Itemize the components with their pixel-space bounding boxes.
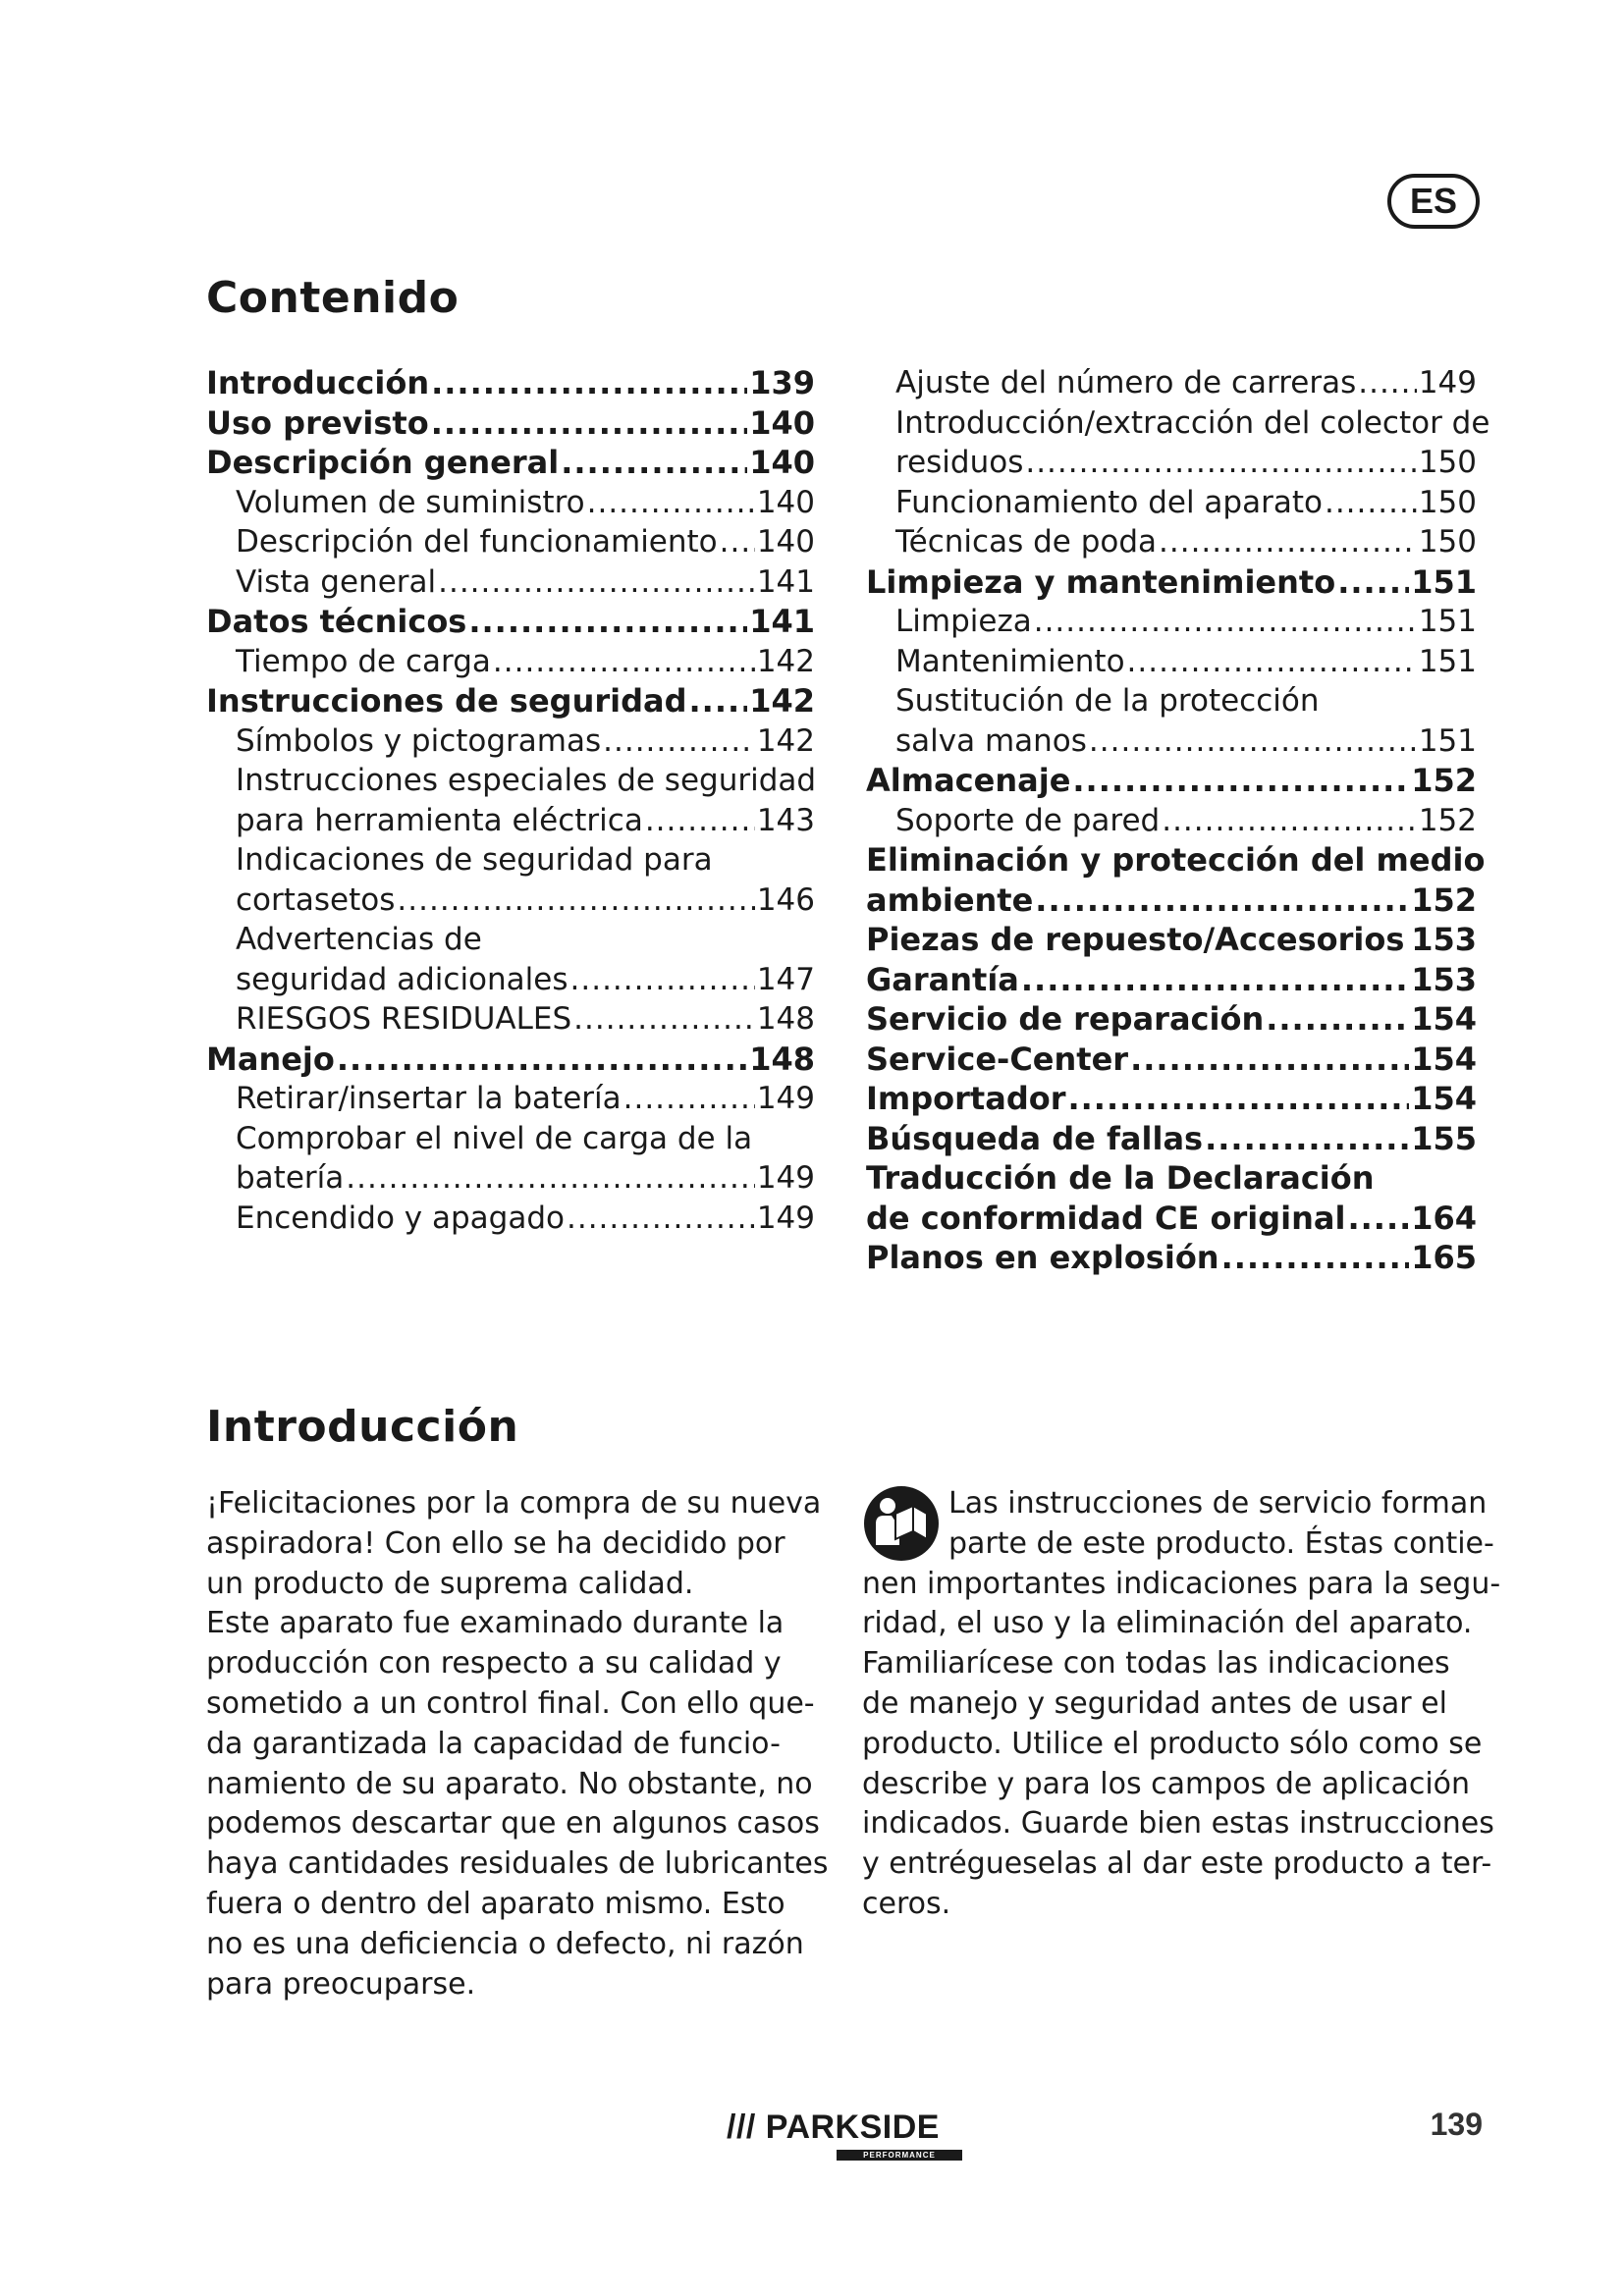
toc-entry-page: 147 <box>756 961 815 997</box>
toc-entry-title: Retirar/insertar la batería <box>236 1081 622 1116</box>
toc-entry-title: Traducción de la Declaración <box>866 1159 1375 1197</box>
toc-entry-title: Limpieza <box>895 604 1032 639</box>
toc-entry-page: 151 <box>1411 562 1477 601</box>
text-line: producción con respecto a su calidad y <box>206 1646 782 1682</box>
toc-entry-title: Garantía <box>866 960 1019 998</box>
toc-entry-page: 151 <box>1418 604 1477 639</box>
text-line: no es una deficiencia o defecto, ni razón <box>206 1926 804 1961</box>
text-line: Este aparato fue examinado durante la <box>206 1606 785 1641</box>
toc-entry-title: Funcionamiento del aparato <box>895 484 1323 520</box>
toc-entry-page: 146 <box>756 881 815 918</box>
text-line: podemos descartar que en algunos casos <box>206 1806 820 1842</box>
text-line: y entrégueselas al dar este producto a ter- <box>862 1846 1492 1882</box>
toc-entry-page: 139 <box>749 364 815 401</box>
toc-entry <box>206 522 815 562</box>
toc-entry-title: Sustitución de la protección <box>895 683 1320 719</box>
toc-entry-page: 150 <box>1418 524 1477 560</box>
toc-left-column <box>206 363 815 1238</box>
toc-entry <box>866 721 1477 762</box>
toc-entry <box>206 602 815 642</box>
toc-leader-dots <box>1358 363 1417 403</box>
toc-leader-dots <box>561 443 747 483</box>
language-badge: ES <box>1387 174 1480 229</box>
toc-entry <box>206 1119 815 1159</box>
toc-entry <box>866 801 1477 841</box>
toc-entry <box>206 363 815 403</box>
toc-leader-dots <box>570 960 755 1000</box>
toc-leader-dots <box>337 1040 747 1080</box>
toc-leader-dots <box>431 403 748 444</box>
toc-entry-title: Instrucciones de seguridad <box>206 682 687 720</box>
toc-entry <box>206 960 815 1000</box>
toc-entry <box>866 920 1477 960</box>
toc-entry <box>206 801 815 841</box>
toc-entry <box>866 363 1477 403</box>
toc-entry-page: 140 <box>756 524 815 560</box>
toc-entry-page: 149 <box>756 1081 815 1116</box>
toc-leader-dots <box>1127 642 1417 682</box>
page-number: 139 <box>1430 2107 1483 2142</box>
toc-leader-dots <box>438 562 755 603</box>
toc-entry-title: Ajuste del número de carreras <box>895 365 1357 400</box>
toc-entry-page: 140 <box>756 484 815 520</box>
text-line: describe y para los campos de aplicación <box>862 1766 1471 1801</box>
toc-entry-title: Piezas de repuesto/Accesorios <box>866 921 1405 958</box>
toc-entry-page: 154 <box>1411 1040 1477 1078</box>
toc-entry <box>866 522 1477 562</box>
toc-entry <box>866 881 1477 921</box>
toc-entry-page: 149 <box>1418 365 1477 400</box>
toc-entry <box>866 642 1477 682</box>
toc-entry-page: 153 <box>1411 960 1477 998</box>
toc-leader-dots <box>1089 721 1417 762</box>
toc-entry <box>866 483 1477 523</box>
toc-entry-title: Importador <box>866 1080 1066 1117</box>
text-line: ridad, el uso y la eliminación del aparato. <box>862 1606 1473 1641</box>
toc-entry-page: 153 <box>1411 921 1477 958</box>
toc-entry <box>866 1079 1477 1119</box>
toc-entry <box>206 1158 815 1199</box>
toc-entry <box>866 681 1477 721</box>
toc-entry-title: Planos en explosión <box>866 1239 1219 1276</box>
toc-entry <box>206 681 815 721</box>
toc-entry-page: 150 <box>1418 445 1477 480</box>
toc-title: Contenido <box>206 273 460 323</box>
text-line: parte de este producto. Éstas contie- <box>948 1525 1494 1561</box>
toc-entry <box>206 1199 815 1239</box>
text-line: haya cantidades residuales de lubricantes <box>206 1846 829 1882</box>
toc-entry <box>206 443 815 483</box>
text-line: un producto de suprema calidad. <box>206 1566 694 1601</box>
toc-entry-page: 164 <box>1411 1199 1477 1237</box>
toc-entry-page: 165 <box>1411 1239 1477 1276</box>
toc-leader-dots <box>567 1199 755 1239</box>
toc-entry-title: cortasetos <box>236 881 396 918</box>
toc-entry-title: residuos <box>895 445 1024 480</box>
toc-leader-dots <box>397 881 754 921</box>
toc-leader-dots <box>1072 761 1409 801</box>
toc-entry-page: 148 <box>749 1040 815 1078</box>
toc-entry-title: Técnicas de poda <box>895 524 1158 560</box>
toc-entry-page: 154 <box>1411 1000 1477 1038</box>
toc-entry-page: 151 <box>1418 643 1477 679</box>
toc-entry-title: Soporte de pared <box>895 802 1161 838</box>
text-line: ceros. <box>862 1886 951 1921</box>
toc-entry <box>866 1119 1477 1159</box>
toc-entry <box>206 642 815 682</box>
toc-entry-title: Mantenimiento <box>895 643 1125 679</box>
toc-leader-dots <box>1130 1040 1409 1080</box>
text-line: producto. Utilice el producto sólo como se <box>862 1726 1483 1761</box>
toc-entry <box>866 443 1477 483</box>
intro-left-text <box>206 1484 829 2004</box>
toc-entry-title: Descripción del funcionamiento <box>236 524 718 560</box>
toc-entry-page: 142 <box>749 682 815 720</box>
toc-entry-title: Indicaciones de seguridad para <box>236 842 713 878</box>
toc-entry-page: 143 <box>756 802 815 838</box>
toc-right-column <box>866 363 1490 1278</box>
brand-name: /// PARKSIDE <box>727 2109 940 2146</box>
toc-entry-title: Vista general <box>236 563 437 600</box>
toc-entry-title: Búsqueda de fallas <box>866 1119 1204 1157</box>
toc-entry-title: Servicio de reparación <box>866 1000 1265 1038</box>
text-line: de manejo y seguridad antes de usar el <box>862 1685 1447 1721</box>
toc-entry-title: Service-Center <box>866 1040 1129 1078</box>
toc-leader-dots <box>645 801 755 841</box>
toc-leader-dots <box>587 483 755 523</box>
text-line: da garantizada la capacidad de funcio- <box>206 1726 781 1761</box>
toc-entry <box>866 1040 1477 1080</box>
toc-entry-page: 140 <box>749 444 815 481</box>
intro-right-text <box>862 1484 1501 1925</box>
text-line: indicados. Guarde bien estas instrucciones <box>862 1806 1494 1842</box>
toc-entry-page: 141 <box>749 603 815 640</box>
toc-entry-title: Tiempo de carga <box>236 643 491 679</box>
toc-entry-title: de conformidad CE original <box>866 1199 1346 1237</box>
toc-entry-title: Almacenaje <box>866 762 1071 799</box>
text-line: ¡Felicitaciones por la compra de su nueva <box>206 1486 822 1521</box>
toc-leader-dots <box>1266 999 1409 1040</box>
toc-entry-title: Símbolos y pictogramas <box>236 722 602 759</box>
toc-leader-dots <box>431 363 747 403</box>
toc-entry-title: seguridad adicionales <box>236 961 568 997</box>
toc-leader-dots <box>689 681 748 721</box>
toc-entry-title: salva manos <box>895 722 1087 759</box>
toc-leader-dots <box>1347 1199 1409 1239</box>
toc-entry-title: Advertencias de <box>236 922 482 957</box>
toc-leader-dots <box>720 522 755 562</box>
toc-entry <box>206 483 815 523</box>
toc-leader-dots <box>1325 483 1417 523</box>
toc-entry-title: Descripción general <box>206 444 560 481</box>
toc-entry-title: Uso previsto <box>206 403 429 442</box>
toc-entry-title: Limpieza y mantenimiento <box>866 562 1336 601</box>
toc-leader-dots <box>468 602 747 642</box>
toc-entry-title: Encendido y apagado <box>236 1200 565 1236</box>
toc-entry-title: Comprobar el nivel de carga de la <box>236 1120 753 1156</box>
text-line: aspiradora! Con ello se ha decidido por <box>206 1525 785 1561</box>
toc-entry <box>866 1199 1477 1239</box>
toc-entry-title: Datos técnicos <box>206 603 467 640</box>
toc-entry-title: Introducción <box>206 364 430 401</box>
toc-leader-dots <box>1035 881 1409 921</box>
toc-entry <box>206 403 815 444</box>
toc-leader-dots <box>1205 1119 1409 1159</box>
toc-entry-page: 142 <box>756 722 815 759</box>
toc-entry <box>866 403 1490 444</box>
toc-entry-page: 152 <box>1411 762 1477 799</box>
toc-entry-page: 141 <box>756 563 815 600</box>
toc-entry <box>206 721 815 762</box>
toc-leader-dots <box>1067 1079 1409 1119</box>
toc-entry <box>866 562 1477 603</box>
brand-sub: PERFORMANCE <box>837 2150 962 2161</box>
toc-entry-title: para herramienta eléctrica <box>236 802 643 838</box>
toc-entry-page: 149 <box>756 1160 815 1196</box>
toc-leader-dots <box>1221 1238 1410 1278</box>
toc-entry-title: Volumen de suministro <box>236 484 585 520</box>
toc-entry-page: 151 <box>1418 722 1477 759</box>
text-line: para preocuparse. <box>206 1966 476 2002</box>
toc-entry-page: 142 <box>756 643 815 679</box>
toc-entry <box>206 562 815 603</box>
toc-entry-title: RIESGOS RESIDUALES <box>236 1001 572 1037</box>
toc-entry-title: ambiente <box>866 881 1034 919</box>
toc-entry-page: 149 <box>756 1200 815 1236</box>
toc-entry <box>206 761 815 801</box>
toc-entry <box>206 881 815 921</box>
toc-leader-dots <box>1034 602 1417 642</box>
toc-entry-title: Instrucciones especiales de seguridad <box>236 763 817 798</box>
toc-leader-dots <box>346 1158 755 1199</box>
toc-leader-dots <box>623 1079 755 1119</box>
toc-entry <box>866 1158 1477 1199</box>
toc-leader-dots <box>1162 801 1417 841</box>
toc-entry-title: Eliminación y protección del medio <box>866 841 1486 879</box>
text-line: Familiarícese con todas las indicaciones <box>862 1646 1450 1682</box>
toc-entry <box>206 1040 815 1080</box>
parkside-logo <box>727 2109 962 2160</box>
toc-entry <box>206 1079 815 1119</box>
toc-entry <box>866 1238 1477 1278</box>
text-line: nen importantes indicaciones para la segu- <box>862 1566 1501 1601</box>
text-line: fuera o dentro del aparato mismo. Esto <box>206 1886 785 1921</box>
toc-entry-title: Manejo <box>206 1040 335 1078</box>
toc-leader-dots <box>493 642 755 682</box>
toc-entry <box>866 840 1486 881</box>
toc-entry-page: 155 <box>1411 1119 1477 1157</box>
toc-entry <box>866 602 1477 642</box>
toc-leader-dots <box>1406 920 1409 960</box>
toc-entry <box>866 761 1477 801</box>
text-line: namiento de su aparato. No obstante, no <box>206 1766 813 1801</box>
text-line: Las instrucciones de servicio forman <box>948 1486 1488 1521</box>
toc-entry-page: 152 <box>1418 802 1477 838</box>
toc-entry-page: 154 <box>1411 1080 1477 1117</box>
toc-leader-dots <box>1021 960 1409 1000</box>
toc-entry <box>866 999 1477 1040</box>
toc-entry <box>206 920 815 960</box>
toc-entry-page: 152 <box>1411 881 1477 919</box>
toc-entry-title: batería <box>236 1160 345 1196</box>
toc-leader-dots <box>573 999 755 1040</box>
toc-entry-page: 148 <box>756 1001 815 1037</box>
toc-leader-dots <box>603 721 755 762</box>
text-line: sometido a un control final. Con ello que- <box>206 1685 815 1721</box>
toc-leader-dots <box>1159 522 1417 562</box>
toc-entry-page: 150 <box>1418 484 1477 520</box>
toc-entry-title: Introducción/extracción del colector de <box>895 404 1490 441</box>
toc-entry <box>206 840 815 881</box>
toc-entry <box>206 999 815 1040</box>
toc-leader-dots <box>1025 443 1416 483</box>
toc-entry-page: 140 <box>749 403 815 442</box>
intro-title: Introducción <box>206 1402 519 1452</box>
toc-leader-dots <box>1337 562 1409 603</box>
toc-entry <box>866 960 1477 1000</box>
